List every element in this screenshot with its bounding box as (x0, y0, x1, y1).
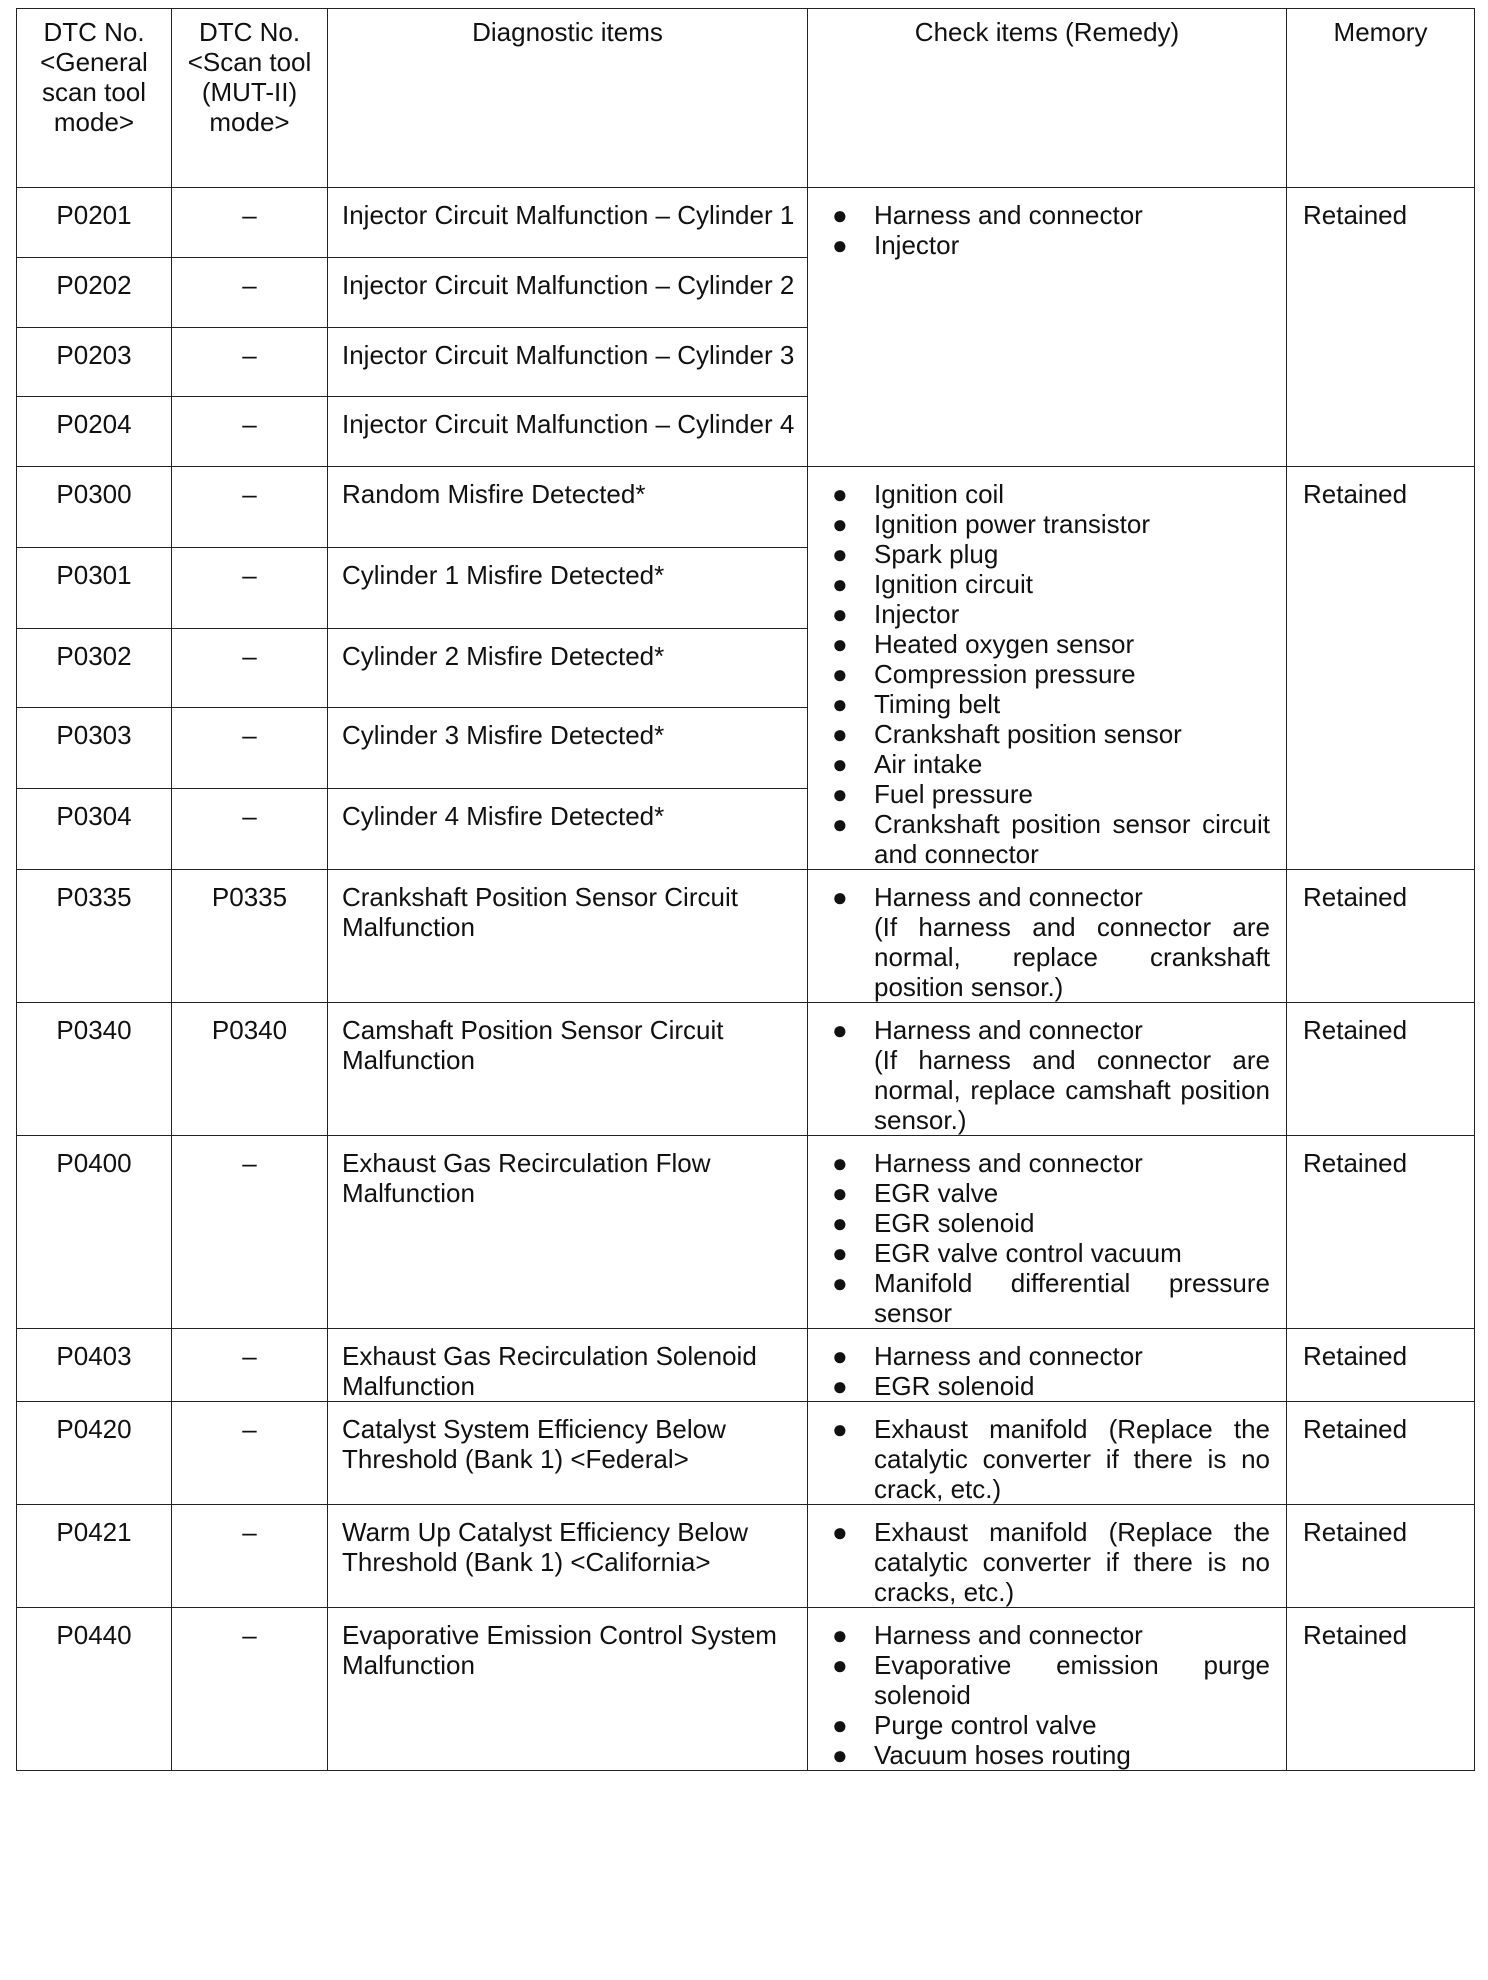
diagnostic-item: Cylinder 2 Misfire Detected* (328, 628, 808, 708)
diagnostic-item: Exhaust Gas Recirculation Solenoid Malfunction (328, 1329, 808, 1402)
check-item-text: EGR solenoid (874, 1208, 1035, 1238)
memory-status: Retained (1287, 1003, 1475, 1136)
bullet-icon: ● (832, 882, 848, 912)
table-row (17, 1003, 1475, 1136)
dtc-scan-tool-code: – (172, 467, 328, 548)
bullet-icon: ● (832, 719, 848, 749)
dtc-general-code: P0420 (17, 1402, 172, 1505)
check-item-text: Crankshaft position sensor (874, 719, 1182, 749)
dtc-general-code: P0203 (17, 328, 172, 397)
dtc-scan-tool-code: – (172, 397, 328, 467)
memory-status: Retained (1287, 1608, 1475, 1771)
dtc-scan-tool-code: – (172, 708, 328, 789)
check-list (822, 1341, 1270, 1401)
dtc-table (16, 8, 1475, 1771)
memory-status: Retained (1287, 1136, 1475, 1329)
bullet-icon: ● (832, 689, 848, 719)
bullet-icon: ● (832, 1414, 848, 1444)
bullet-icon: ● (832, 1740, 848, 1770)
check-items (808, 467, 1287, 870)
check-item (822, 629, 1270, 659)
check-item-text: Purge control valve (874, 1710, 1097, 1740)
bullet-icon: ● (832, 659, 848, 689)
dtc-general-code: P0202 (17, 258, 172, 328)
check-item-text: Timing belt (874, 689, 1001, 719)
dtc-scan-tool-code: – (172, 1402, 328, 1505)
dtc-scan-tool-code: – (172, 628, 328, 708)
table-row (17, 467, 1475, 548)
bullet-icon: ● (832, 1178, 848, 1208)
check-item-text: Harness and connector (874, 882, 1143, 912)
dtc-general-code: P0204 (17, 397, 172, 467)
check-items (808, 1505, 1287, 1608)
bullet-icon: ● (832, 1238, 848, 1268)
dtc-general-code: P0201 (17, 188, 172, 258)
table-row (17, 1136, 1475, 1329)
check-item (822, 539, 1270, 569)
check-item-text: Exhaust manifold (Replace the catalytic converter if there is no crack, etc.) (874, 1414, 1270, 1504)
check-item-text: Spark plug (874, 539, 999, 569)
dtc-general-code: P0303 (17, 708, 172, 789)
header-diagnostic-items: Diagnostic items (328, 9, 808, 188)
dtc-scan-tool-code: – (172, 1505, 328, 1608)
bullet-icon: ● (832, 599, 848, 629)
check-item-text: Compression pressure (874, 659, 1136, 689)
check-list (822, 882, 1270, 1002)
check-item-text: Crankshaft position sensor circuit and connector (874, 809, 1270, 869)
check-items (808, 1003, 1287, 1136)
check-item (822, 599, 1270, 629)
check-list (822, 479, 1270, 869)
dtc-scan-tool-code: – (172, 1329, 328, 1402)
dtc-general-code: P0440 (17, 1608, 172, 1771)
check-item (822, 230, 1270, 260)
dtc-scan-tool-code: – (172, 328, 328, 397)
check-item-text: Manifold differential pressure sensor (874, 1268, 1270, 1328)
check-item (822, 1268, 1270, 1328)
bullet-icon: ● (832, 629, 848, 659)
dtc-scan-tool-code: – (172, 188, 328, 258)
bullet-icon: ● (832, 509, 848, 539)
header-dtc-scan-tool: DTC No. <Scan tool (MUT-II) mode> (172, 9, 328, 188)
dtc-general-code: P0304 (17, 789, 172, 870)
bullet-icon: ● (832, 809, 848, 839)
bullet-icon: ● (832, 200, 848, 230)
check-item (822, 1414, 1270, 1504)
bullet-icon: ● (832, 779, 848, 809)
check-item-text: Exhaust manifold (Replace the catalytic converter if there is no cracks, etc.) (874, 1517, 1270, 1607)
header-check-items: Check items (Remedy) (808, 9, 1287, 188)
check-item-note: (If harness and connector are normal, replace crankshaft position sensor.) (874, 912, 1270, 1002)
check-item (822, 509, 1270, 539)
check-items (808, 1329, 1287, 1402)
bullet-icon: ● (832, 569, 848, 599)
dtc-scan-tool-code: – (172, 547, 328, 628)
diagnostic-item: Warm Up Catalyst Efficiency Below Threshold (Bank 1) <California> (328, 1505, 808, 1608)
check-item-text: Vacuum hoses routing (874, 1740, 1131, 1770)
diagnostic-item: Catalyst System Efficiency Below Threshold (Bank 1) <Federal> (328, 1402, 808, 1505)
check-item (822, 1517, 1270, 1607)
check-item-text: EGR solenoid (874, 1371, 1035, 1401)
bullet-icon: ● (832, 479, 848, 509)
check-item (822, 1650, 1270, 1710)
check-item (822, 1178, 1270, 1208)
dtc-general-code: P0302 (17, 628, 172, 708)
bullet-icon: ● (832, 539, 848, 569)
check-item-text: Harness and connector (874, 1148, 1143, 1178)
check-item-text: Fuel pressure (874, 779, 1033, 809)
diagnostic-item: Crankshaft Position Sensor Circuit Malfunction (328, 870, 808, 1003)
bullet-icon: ● (832, 1371, 848, 1401)
check-item (822, 882, 1270, 1002)
check-item (822, 1740, 1270, 1770)
check-item-text: Harness and connector (874, 200, 1143, 230)
check-item (822, 479, 1270, 509)
bullet-icon: ● (832, 1015, 848, 1045)
dtc-general-code: P0403 (17, 1329, 172, 1402)
bullet-icon: ● (832, 230, 848, 260)
memory-status: Retained (1287, 1505, 1475, 1608)
check-item-text: Air intake (874, 749, 983, 779)
memory-status: Retained (1287, 1329, 1475, 1402)
check-item (822, 749, 1270, 779)
bullet-icon: ● (832, 1268, 848, 1298)
dtc-scan-tool-code: P0335 (172, 870, 328, 1003)
check-item (822, 779, 1270, 809)
dtc-scan-tool-code: P0340 (172, 1003, 328, 1136)
table-row (17, 188, 1475, 258)
table-row (17, 870, 1475, 1003)
check-item (822, 1710, 1270, 1740)
table-row (17, 1402, 1475, 1505)
diagnostic-item: Cylinder 1 Misfire Detected* (328, 547, 808, 628)
table-body (17, 188, 1475, 1771)
check-item (822, 809, 1270, 869)
table-row (17, 1505, 1475, 1608)
check-list (822, 1148, 1270, 1328)
dtc-scan-tool-code: – (172, 1608, 328, 1771)
check-item-text: EGR valve (874, 1178, 999, 1208)
dtc-general-code: P0340 (17, 1003, 172, 1136)
diagnostic-item: Evaporative Emission Control System Malfunction (328, 1608, 808, 1771)
bullet-icon: ● (832, 1148, 848, 1178)
diagnostic-item: Cylinder 4 Misfire Detected* (328, 789, 808, 870)
dtc-general-code: P0301 (17, 547, 172, 628)
diagnostic-item: Injector Circuit Malfunction – Cylinder 4 (328, 397, 808, 467)
check-list (822, 1517, 1270, 1607)
check-list (822, 1015, 1270, 1135)
table-row (17, 1329, 1475, 1402)
diagnostic-item: Camshaft Position Sensor Circuit Malfunction (328, 1003, 808, 1136)
check-item (822, 1015, 1270, 1135)
check-item-text: Injector (874, 230, 960, 260)
diagnostic-item: Exhaust Gas Recirculation Flow Malfunction (328, 1136, 808, 1329)
check-item (822, 200, 1270, 230)
header-row (17, 9, 1475, 188)
check-item-text: Ignition coil (874, 479, 1005, 509)
check-item-text: Evaporative emission purge solenoid (874, 1650, 1270, 1710)
bullet-icon: ● (832, 1650, 848, 1680)
check-item-text: Harness and connector (874, 1341, 1143, 1371)
check-items (808, 1608, 1287, 1771)
check-item (822, 1371, 1270, 1401)
check-items (808, 188, 1287, 467)
bullet-icon: ● (832, 749, 848, 779)
bullet-icon: ● (832, 1517, 848, 1547)
check-item-text: Harness and connector (874, 1620, 1143, 1650)
check-item (822, 719, 1270, 749)
check-items (808, 1136, 1287, 1329)
bullet-icon: ● (832, 1710, 848, 1740)
check-list (822, 1414, 1270, 1504)
memory-status: Retained (1287, 1402, 1475, 1505)
dtc-scan-tool-code: – (172, 258, 328, 328)
check-item-text: EGR valve control vacuum (874, 1238, 1182, 1268)
check-item-note: (If harness and connector are normal, replace camshaft position sensor.) (874, 1045, 1270, 1135)
diagnostic-item: Cylinder 3 Misfire Detected* (328, 708, 808, 789)
check-item (822, 1341, 1270, 1371)
check-list (822, 200, 1270, 260)
diagnostic-item: Random Misfire Detected* (328, 467, 808, 548)
diagnostic-item: Injector Circuit Malfunction – Cylinder 1 (328, 188, 808, 258)
check-item (822, 1148, 1270, 1178)
diagnostic-item: Injector Circuit Malfunction – Cylinder 2 (328, 258, 808, 328)
check-item-text: Ignition circuit (874, 569, 1033, 599)
check-item-text: Harness and connector (874, 1015, 1143, 1045)
check-item (822, 1208, 1270, 1238)
header-dtc-general: DTC No. <General scan tool mode> (17, 9, 172, 188)
check-item (822, 689, 1270, 719)
check-item-text: Ignition power transistor (874, 509, 1151, 539)
check-items (808, 1402, 1287, 1505)
bullet-icon: ● (832, 1620, 848, 1650)
table-row (17, 1608, 1475, 1771)
check-item-text: Heated oxygen sensor (874, 629, 1135, 659)
check-item-text: Injector (874, 599, 960, 629)
diagnostic-item: Injector Circuit Malfunction – Cylinder 3 (328, 328, 808, 397)
dtc-scan-tool-code: – (172, 1136, 328, 1329)
dtc-general-code: P0335 (17, 870, 172, 1003)
dtc-general-code: P0400 (17, 1136, 172, 1329)
memory-status: Retained (1287, 870, 1475, 1003)
check-item (822, 659, 1270, 689)
dtc-general-code: P0421 (17, 1505, 172, 1608)
memory-status: Retained (1287, 467, 1475, 870)
header-memory: Memory (1287, 9, 1475, 188)
bullet-icon: ● (832, 1341, 848, 1371)
check-item (822, 1620, 1270, 1650)
dtc-scan-tool-code: – (172, 789, 328, 870)
check-list (822, 1620, 1270, 1770)
memory-status: Retained (1287, 188, 1475, 467)
bullet-icon: ● (832, 1208, 848, 1238)
check-item (822, 1238, 1270, 1268)
check-items (808, 870, 1287, 1003)
check-item (822, 569, 1270, 599)
dtc-general-code: P0300 (17, 467, 172, 548)
